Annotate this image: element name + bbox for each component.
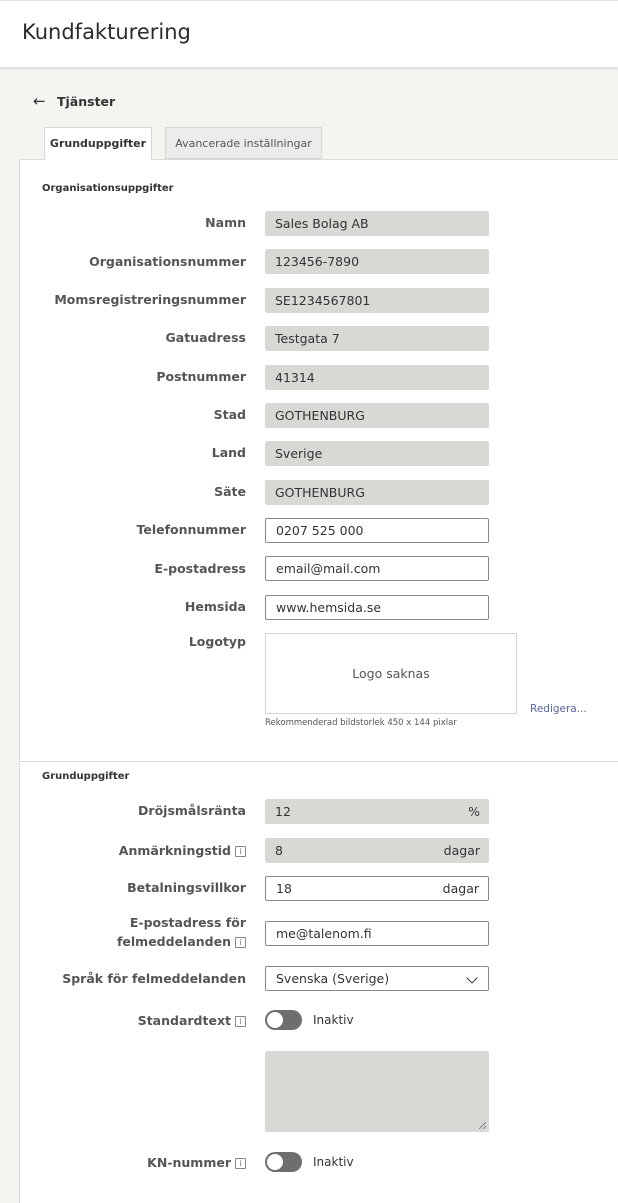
label-orgnr: Organisationsnummer — [89, 254, 246, 269]
info-icon[interactable]: i — [235, 1158, 246, 1169]
phone-input[interactable] — [265, 518, 489, 543]
website-value: www.hemsida.se — [276, 600, 382, 615]
phone-value: 0207 525 000 — [276, 523, 364, 538]
label-terms: Betalningsvillkor — [127, 880, 246, 895]
toggle-knob — [267, 1012, 283, 1028]
email-value: email@mail.com — [276, 561, 381, 576]
edit-logo-link[interactable]: Redigera... — [530, 703, 587, 715]
label-error-email — [96, 913, 246, 951]
label-interest: Dröjsmålsränta — [138, 803, 246, 818]
terms-value: 18 — [276, 881, 292, 896]
name-value: Sales Bolag AB — [275, 216, 369, 231]
section-title-basic: Grunduppgifter — [42, 771, 130, 782]
terms-unit: dagar — [442, 881, 479, 896]
back-link[interactable] — [33, 91, 115, 111]
label-name: Namn — [205, 215, 246, 230]
error-email-input[interactable] — [265, 921, 489, 946]
chevron-down-icon — [466, 972, 477, 983]
label-notice — [119, 843, 246, 858]
notice-field — [265, 838, 489, 863]
label-language: Språk för felmeddelanden — [62, 971, 246, 986]
interest-field — [265, 799, 489, 824]
label-standard-text-text: Standardtext — [137, 1013, 231, 1028]
street-field — [265, 326, 489, 351]
label-logo: Logotyp — [188, 634, 246, 649]
label-vat: Momsregistreringsnummer — [54, 292, 246, 307]
label-web: Hemsida — [184, 599, 246, 614]
language-value: Svenska (Sverige) — [276, 971, 390, 986]
standard-text-state: Inaktiv — [313, 1013, 354, 1027]
tab-grunduppgifter[interactable]: Grunduppgifter — [44, 127, 152, 160]
label-email: E-postadress — [154, 561, 246, 576]
label-seat: Säte — [214, 484, 246, 499]
interest-unit: % — [468, 804, 480, 819]
label-zip: Postnummer — [156, 369, 246, 384]
label-city: Stad — [213, 407, 246, 422]
logo-missing-text: Logo saknas — [352, 666, 430, 681]
vat-field — [265, 288, 489, 313]
info-icon[interactable]: i — [235, 846, 246, 857]
standard-text-area[interactable] — [265, 1051, 489, 1132]
label-error-email-text: E-postadress för felmeddelanden — [116, 915, 246, 949]
app-header — [0, 0, 618, 67]
zip-value: 41314 — [275, 370, 315, 385]
city-field — [265, 403, 489, 428]
standard-text-toggle[interactable] — [265, 1010, 302, 1030]
country-field — [265, 441, 489, 466]
section-divider — [20, 761, 618, 762]
label-country: Land — [211, 445, 246, 460]
kn-number-state: Inaktiv — [313, 1155, 354, 1169]
logo-placeholder — [265, 633, 517, 714]
label-standard-text — [138, 1013, 246, 1028]
city-value: GOTHENBURG — [275, 408, 365, 423]
error-email-value: me@talenom.fi — [276, 926, 372, 941]
page-title: Kundfakturering — [22, 20, 191, 44]
label-kn-text: KN-nummer — [147, 1155, 231, 1170]
language-select[interactable] — [265, 966, 489, 991]
label-street: Gatuadress — [165, 330, 246, 345]
country-value: Sverige — [275, 446, 323, 461]
arrow-left-icon: ← — [33, 92, 46, 110]
name-field — [265, 211, 489, 236]
label-kn — [147, 1155, 246, 1170]
info-icon[interactable]: i — [235, 937, 246, 948]
label-notice-text: Anmärkningstid — [118, 843, 231, 858]
vat-value: SE1234567801 — [275, 293, 371, 308]
kn-number-toggle[interactable] — [265, 1152, 302, 1172]
notice-value: 8 — [275, 843, 283, 858]
logo-size-hint: Rekommenderad bildstorlek 450 x 144 pixlar — [265, 718, 457, 728]
street-value: Testgata 7 — [275, 331, 340, 346]
seat-value: GOTHENBURG — [275, 485, 365, 500]
label-phone: Telefonnummer — [136, 522, 246, 537]
payment-terms-input[interactable] — [265, 876, 489, 901]
info-icon[interactable]: i — [235, 1016, 246, 1027]
section-title-organisation: Organisationsuppgifter — [42, 183, 174, 194]
website-input[interactable] — [265, 595, 489, 620]
zip-field — [265, 365, 489, 390]
orgnr-value: 123456-7890 — [275, 254, 360, 269]
seat-field — [265, 480, 489, 505]
interest-value: 12 — [275, 804, 291, 819]
toggle-knob — [267, 1154, 283, 1170]
back-link-label: Tjänster — [57, 93, 116, 109]
email-input[interactable] — [265, 556, 489, 581]
orgnr-field — [265, 249, 489, 274]
resize-grip-icon[interactable] — [479, 1122, 486, 1129]
tab-avancerade-installningar[interactable]: Avancerade inställningar — [165, 127, 322, 159]
notice-unit: dagar — [443, 843, 480, 858]
